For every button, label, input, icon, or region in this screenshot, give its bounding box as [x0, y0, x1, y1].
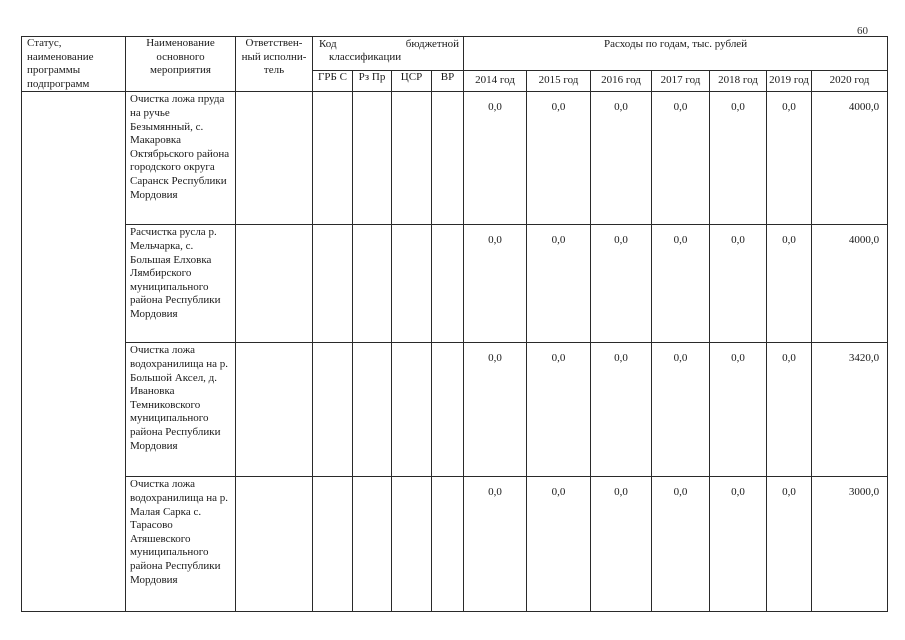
table-row — [22, 343, 888, 477]
year-value: 0,0 — [464, 92, 527, 225]
code-cell — [392, 477, 432, 612]
code-cell — [432, 225, 464, 343]
header-name: Наименование основного мероприятия — [126, 37, 236, 92]
code-cell — [313, 225, 353, 343]
code-cell — [392, 343, 432, 477]
year-value: 0,0 — [767, 225, 812, 343]
year-value: 0,0 — [710, 92, 767, 225]
header-year: 2016 год — [591, 71, 652, 92]
header-code-label: Код — [319, 38, 337, 50]
table-row — [22, 92, 888, 225]
year-value: 3000,0 — [812, 477, 888, 612]
year-value: 0,0 — [591, 92, 652, 225]
page-number: 60 — [857, 25, 868, 37]
year-value: 0,0 — [710, 343, 767, 477]
code-cell — [392, 225, 432, 343]
code-cell — [353, 343, 392, 477]
year-value: 4000,0 — [812, 92, 888, 225]
year-value: 0,0 — [527, 92, 591, 225]
activity-description: Очистка ложа водохранилища на р. Большой Аксел, д. Ивановка Темниковского муниципального района Республики Мордовия — [126, 343, 236, 477]
year-value: 0,0 — [591, 477, 652, 612]
year-value: 0,0 — [591, 343, 652, 477]
code-cell — [313, 477, 353, 612]
code-cell — [353, 92, 392, 225]
year-value: 0,0 — [710, 225, 767, 343]
year-value: 0,0 — [591, 225, 652, 343]
code-cell — [353, 225, 392, 343]
budget-table — [21, 36, 888, 612]
header-row-top — [22, 37, 888, 71]
activity-description: Расчистка русла р. Мельчарка, с. Большая Елховка Лямбирского муниципального района Республики Мордовия — [126, 225, 236, 343]
year-value: 0,0 — [767, 343, 812, 477]
header-code-classification: классификации — [329, 51, 402, 63]
code-cell — [392, 92, 432, 225]
year-value: 0,0 — [464, 477, 527, 612]
header-year: 2017 год — [652, 71, 710, 92]
code-cell — [353, 477, 392, 612]
table-row — [22, 477, 888, 612]
code-cell — [313, 92, 353, 225]
year-value: 0,0 — [527, 343, 591, 477]
year-value: 0,0 — [767, 92, 812, 225]
activity-description: Очистка ложа водохранилища на р. Малая Сарка с. Тарасово Атяшевского муниципального района Республики Мордовия — [126, 477, 236, 612]
header-year: 2020 год — [812, 71, 888, 92]
code-cell — [432, 343, 464, 477]
status-cell — [22, 92, 126, 612]
header-year: 2019 год — [767, 71, 812, 92]
year-value: 4000,0 — [812, 225, 888, 343]
year-value: 0,0 — [527, 225, 591, 343]
activity-description: Очистка ложа пруда на ручье Безымянный, с. Макаровка Октябрьского района городского округа Саранск Республики Мордовия — [126, 92, 236, 225]
year-value: 0,0 — [767, 477, 812, 612]
header-code-col: ЦСР — [392, 71, 432, 92]
code-cell — [432, 92, 464, 225]
code-cell — [313, 343, 353, 477]
header-responsible: Ответствен-ный исполни-тель — [236, 37, 313, 92]
responsible-cell — [236, 92, 313, 225]
header-code-col: Рз Пр — [353, 71, 392, 92]
year-value: 3420,0 — [812, 343, 888, 477]
year-value: 0,0 — [652, 343, 710, 477]
header-year: 2015 год — [527, 71, 591, 92]
year-value: 0,0 — [710, 477, 767, 612]
header-year: 2018 год — [710, 71, 767, 92]
header-year: 2014 год — [464, 71, 527, 92]
header-budget-code — [313, 37, 464, 71]
year-value: 0,0 — [527, 477, 591, 612]
responsible-cell — [236, 343, 313, 477]
year-value: 0,0 — [464, 343, 527, 477]
table-row — [22, 225, 888, 343]
responsible-cell — [236, 477, 313, 612]
year-value: 0,0 — [652, 225, 710, 343]
header-status: Статус, наименование программы подпрограмм — [22, 37, 126, 92]
header-code-budget: бюджетной — [405, 38, 459, 50]
header-code-col: ГРБ С — [313, 71, 353, 92]
header-code-col: ВР — [432, 71, 464, 92]
year-value: 0,0 — [464, 225, 527, 343]
header-expenses: Расходы по годам, тыс. рублей — [464, 37, 888, 71]
responsible-cell — [236, 225, 313, 343]
year-value: 0,0 — [652, 477, 710, 612]
code-cell — [432, 477, 464, 612]
year-value: 0,0 — [652, 92, 710, 225]
